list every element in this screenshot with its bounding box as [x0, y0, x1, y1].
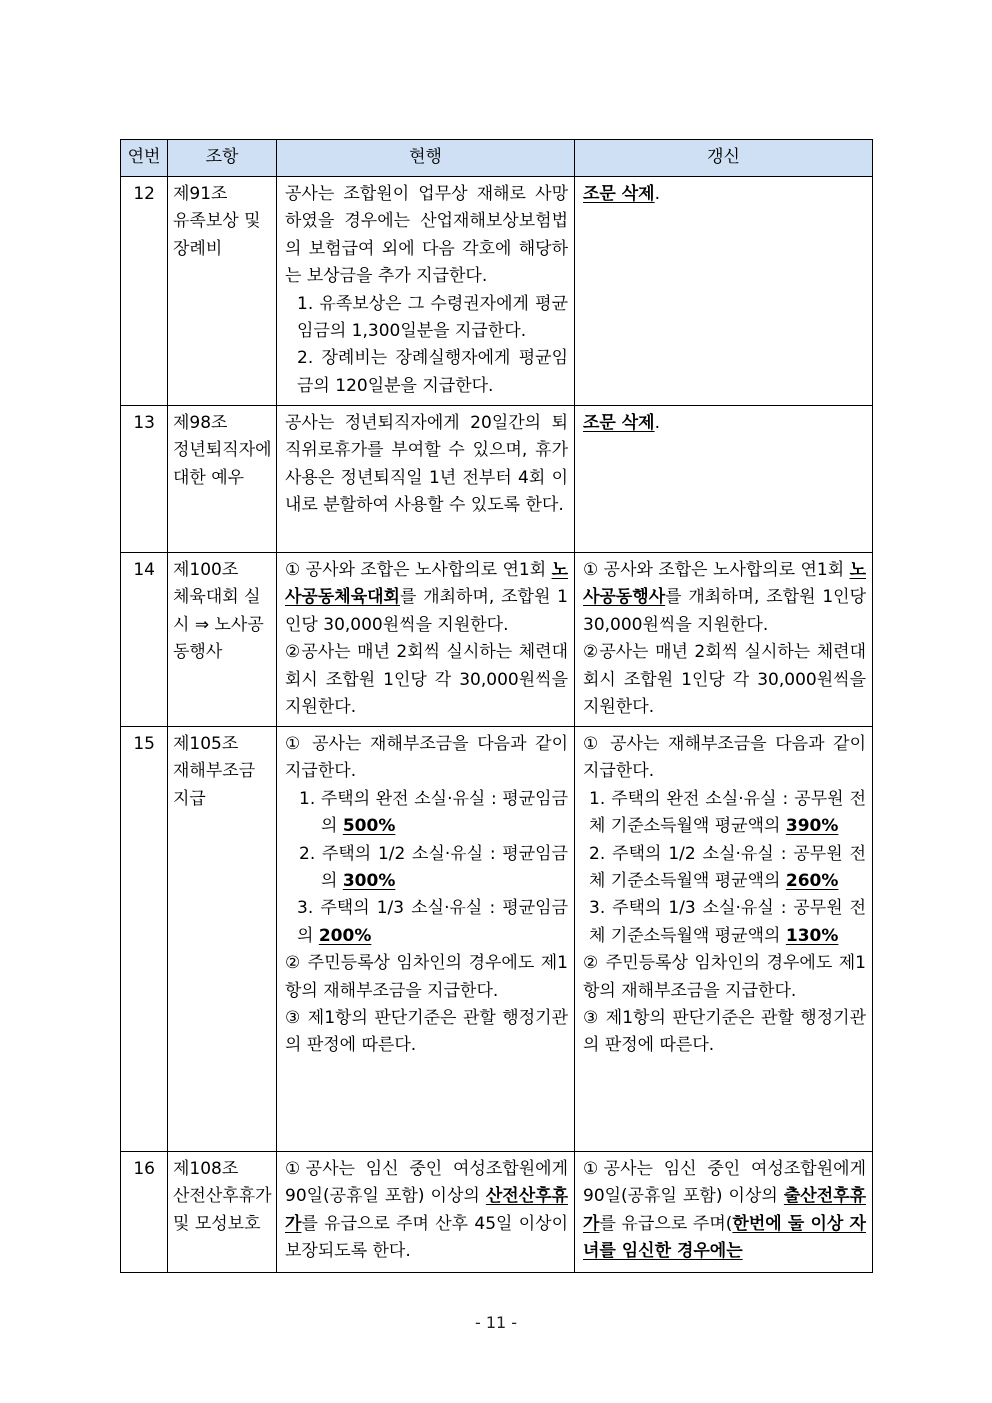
article-cell: [168, 406, 277, 553]
table-row: [121, 553, 873, 727]
updated-text-cell: [575, 553, 873, 727]
paragraph: ③ 제1항의 판단기준은 관할 행정기관의 판정에 따른다.: [285, 1008, 568, 1056]
paragraph: [285, 1156, 568, 1266]
paragraph: [285, 557, 568, 639]
emphasized-text: 출산전후휴가: [583, 1186, 866, 1234]
article-cell: [168, 1152, 277, 1273]
emphasized-text: 노사공동행사: [583, 560, 866, 608]
paragraph: 1. 유족보상은 그 수령권자에게 평균임금의 1,300일분을 지급한다.: [297, 293, 568, 342]
emphasized-text: 한번에 둘 이상 자녀를 임신한 경우에는: [583, 1213, 866, 1262]
article-title: 산전산후휴가 및 모성보호: [173, 1186, 272, 1234]
emphasized-text: 130%: [785, 925, 839, 946]
table-body: [121, 177, 873, 1273]
article-number: 제98조: [173, 413, 228, 433]
header-no: 연번: [121, 140, 168, 177]
article-cell: [168, 177, 277, 406]
text-segment: 를 개최하며, 조합원 1인당 30,000원씩을 지원한다.: [285, 587, 568, 635]
header-updated: 갱신: [575, 140, 873, 177]
paragraph: ③ 제1항의 판단기준은 관할 행정기관의 판정에 따른다.: [583, 1008, 866, 1056]
paragraph: [285, 895, 568, 950]
table-row: [121, 406, 873, 553]
header-row: [121, 140, 873, 177]
header-article: 조항: [168, 140, 277, 177]
row-number: 15: [121, 727, 168, 1152]
article-title: 재해부조금 지급: [173, 761, 256, 809]
paragraph: ②공사는 매년 2회씩 실시하는 체련대회시 조합원 1인당 각 30,000원씩을 지원한다.: [583, 642, 866, 718]
paragraph: [583, 786, 866, 841]
emphasized-text: 300%: [342, 871, 396, 892]
text-segment: ① 공사와 조합은 노사합의로 연1회: [583, 560, 850, 580]
paragraph: ②공사는 매년 2회씩 실시하는 체련대회시 조합원 1인당 각 30,000원씩을 지원한다.: [285, 642, 568, 718]
row-number: 12: [121, 177, 168, 406]
page-number: - 11 -: [474, 1313, 518, 1332]
text-segment: 2. 주택의 1/2 소실·유실 : 평균임금의: [299, 843, 568, 892]
article-cell: [168, 727, 277, 1152]
paragraph: [583, 557, 866, 639]
paragraph: [583, 181, 866, 208]
article-number: 제108조: [173, 1159, 239, 1179]
comparison-table: [120, 139, 873, 1273]
paragraph: 공사는 조합원이 업무상 재해로 사망하였을 경우에는 산업재해보상보험법의 보험급여 외에 다음 각호에 해당하는 보상금을 추가 지급한다.: [285, 184, 568, 287]
paragraph: ② 주민등록상 임차인의 경우에도 제1항의 재해부조금을 지급한다.: [285, 953, 568, 1001]
text-segment: .: [654, 184, 661, 204]
current-text-cell: [277, 406, 575, 553]
text-segment: 1. 주택의 완전 소실·유실 : 평균임금의: [299, 788, 568, 837]
text-segment: 3. 주택의 1/3 소실·유실 : 평균임금의: [297, 898, 568, 946]
row-number: 13: [121, 406, 168, 553]
paragraph: ② 주민등록상 임차인의 경우에도 제1항의 재해부조금을 지급한다.: [583, 953, 866, 1001]
current-text-cell: [277, 1152, 575, 1273]
text-segment: ①공사는 임신 중인 여성조합원에게 90일(공휴일 포함) 이상의: [285, 1159, 568, 1207]
updated-text-cell: [575, 1152, 873, 1273]
emphasized-text: 노사공동체육대회: [285, 560, 568, 608]
paragraph: [285, 786, 568, 841]
paragraph: 2. 장례비는 장례실행자에게 평균임금의 120일분을 지급한다.: [297, 348, 568, 396]
emphasized-text: 500%: [342, 816, 396, 837]
table-row: [121, 177, 873, 406]
text-segment: 1. 주택의 완전 소실·유실 : 공무원 전체 기준소득월액 평균액의: [589, 788, 866, 837]
text-segment: 를 유급으로 주며 산후 45일 이상이 보장되도록 한다.: [285, 1213, 568, 1262]
paragraph: [583, 410, 866, 437]
text-segment: ①공사는 임신 중인 여성조합원에게 90일(공휴일 포함) 이상의: [583, 1159, 866, 1207]
paragraph: [285, 841, 568, 896]
emphasized-text: 260%: [785, 871, 839, 892]
article-number: 제91조: [173, 184, 228, 204]
paragraph: [583, 895, 866, 950]
article-number: 제105조: [173, 734, 239, 754]
current-text-cell: [277, 177, 575, 406]
table-row: [121, 727, 873, 1152]
updated-text-cell: [575, 177, 873, 406]
paragraph: 공사는 정년퇴직자에게 20일간의 퇴직위로휴가를 부여할 수 있으며, 휴가사용은 정년퇴직일 1년 전부터 4회 이내로 분할하여 사용할 수 있도록 한다.: [285, 413, 568, 516]
header-current: 현행: [277, 140, 575, 177]
article-number: 제100조: [173, 560, 239, 580]
emphasized-text: 200%: [318, 925, 372, 946]
paragraph: [583, 1156, 866, 1266]
text-segment: 를 유급으로 주며(: [599, 1213, 733, 1234]
current-text-cell: [277, 553, 575, 727]
paragraph: ① 공사는 재해부조금을 다음과 같이 지급한다.: [285, 734, 568, 782]
text-segment: 를 개최하며, 조합원 1인당 30,000원씩을 지원한다.: [583, 587, 866, 635]
paragraph: [583, 841, 866, 896]
emphasized-text: 390%: [785, 816, 839, 837]
row-number: 14: [121, 553, 168, 727]
article-title: 정년퇴직자에 대한 예우: [173, 440, 272, 488]
text-segment: ① 공사와 조합은 노사합의로 연1회: [285, 560, 552, 580]
updated-text-cell: [575, 406, 873, 553]
article-title: 체육대회 실시 ⇒ 노사공동행사: [173, 587, 264, 663]
emphasized-text: 산전산후휴가: [285, 1186, 568, 1234]
text-segment: 2. 주택의 1/2 소실·유실 : 공무원 전체 기준소득월액 평균액의: [589, 843, 866, 892]
text-segment: 3. 주택의 1/3 소실·유실 : 공무원 전체 기준소득월액 평균액의: [589, 898, 866, 946]
article-cell: [168, 553, 277, 727]
article-title: 유족보상 및 장례비: [173, 211, 261, 259]
text-segment: .: [654, 413, 661, 433]
emphasized-text: 조문 삭제: [583, 184, 655, 204]
paragraph: ① 공사는 재해부조금을 다음과 같이 지급한다.: [583, 734, 866, 782]
updated-text-cell: [575, 727, 873, 1152]
row-number: 16: [121, 1152, 168, 1273]
emphasized-text: 조문 삭제: [583, 413, 655, 433]
current-text-cell: [277, 727, 575, 1152]
table-row: [121, 1152, 873, 1273]
